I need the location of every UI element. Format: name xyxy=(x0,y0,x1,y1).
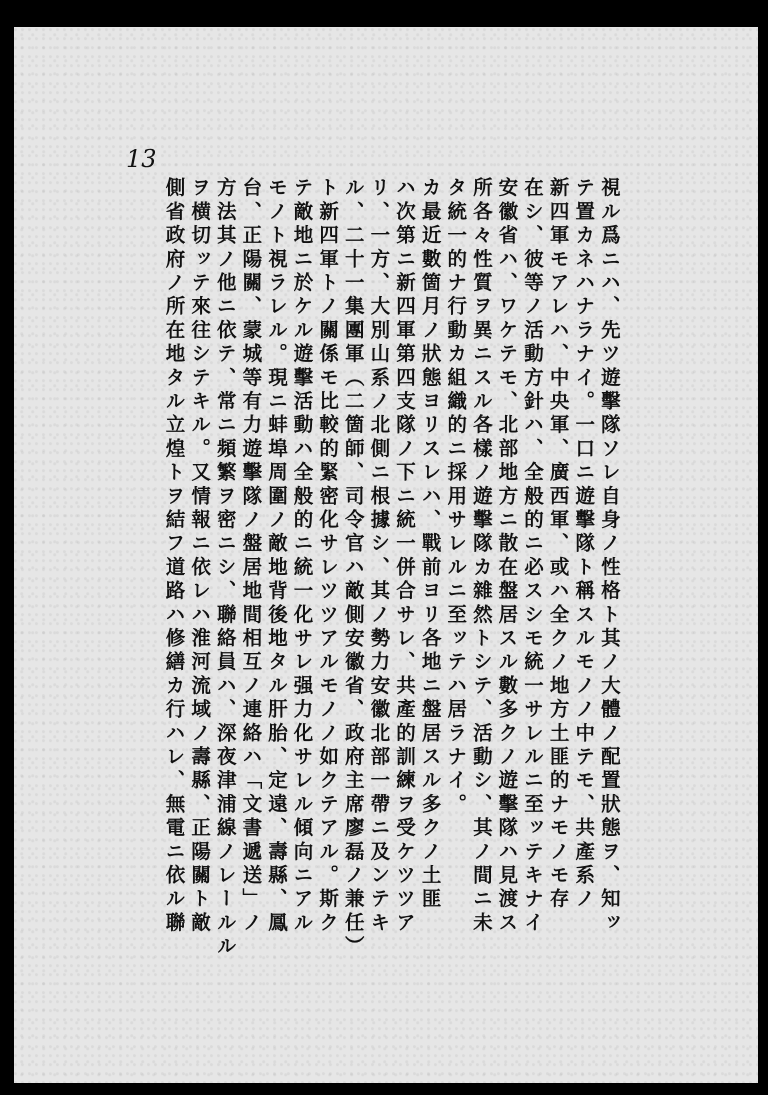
text-column: 側省政府ノ所在地タル立煌トヲ結フ道路ハ修繕カ行ハレ、無電ニ依ル聯 xyxy=(162,177,186,936)
vertical-text-body xyxy=(164,177,619,987)
text-column: 安徽省ハ、ワケテモ、北部地方ニ散在盤居スル數多クノ遊擊隊ハ見渡ス xyxy=(495,177,519,936)
text-column: 台、正陽關、蒙城等有力遊擊隊ノ盤居地間相互ノ連絡ハ「文書遞送」ノ xyxy=(239,177,263,936)
scanned-page xyxy=(14,27,758,1083)
text-column: カ最近數箇月ノ狀態ヨリスレハ、戰前ヨリ各地ニ盤居スル多クノ土匪 xyxy=(418,177,442,912)
text-column: ト新四軍トノ關係モ比較的緊密化サレツツアルモノノ如クテアル。斯ク xyxy=(316,177,340,936)
text-column: モノト視ラレル。現ニ蚌埠周圍ノ敵地背後地タル肝胎、定遠、壽縣、鳳 xyxy=(264,177,288,936)
text-column: 所各々性質ヲ異ニスル各樣ノ遊擊隊カ雜然トシテ、活動シ、其ノ間ニ未 xyxy=(469,177,493,936)
text-column: タ統一的ナ行動カ組織的ニ採用サレルニ至ッテハ居ラナイ。 xyxy=(444,177,468,817)
text-column: ハ次第ニ新四軍第四支隊ノ下ニ統一併合サレ、共產的訓練ヲ受ケツツア xyxy=(392,177,416,936)
text-column: 方法其ノ他ニ依テ、常ニ頻繁ヲ密ニシ、聯絡員ハ、深夜津浦線ノレールル xyxy=(213,177,237,960)
text-column: ル、二十一集團軍（二箇師、司令官ハ敵側安徽省、政府主席廖磊ノ兼任） xyxy=(341,177,365,960)
text-column: テ置カネハナラナイ。一口ニ遊擊隊ト稱スルモノノ中テモ、共產系ノ xyxy=(572,177,596,912)
text-column: ヲ横切ッテ來往シテキル。又情報ニ依レハ淮河流域ノ壽縣、正陽關ト敵 xyxy=(188,177,212,936)
page-number: 13 xyxy=(126,145,157,173)
text-column: 視ル爲ニハ、先ツ遊擊隊ソレ自身ノ性格ト其ノ大體ノ配置狀態ヲ、知ッ xyxy=(597,177,621,936)
text-column: テ敵地ニ於ケル遊擊活動ハ全般的ニ統一化サレ强力化サレル傾向ニアル xyxy=(290,177,314,936)
text-column: リ、一方、大別山系ノ北側ニ根據シ、其ノ勢力安徽北部一帶ニ及ンテキ xyxy=(367,177,391,936)
text-column: 在シ、彼等ノ活動方針ハ、全般的ニ必スシモ統一サレルニ至ッテキナイ xyxy=(521,177,545,936)
text-column: 新四軍モアレハ、中央軍、廣西軍、或ハ全クノ地方土匪的ナモノモ存 xyxy=(546,177,570,912)
